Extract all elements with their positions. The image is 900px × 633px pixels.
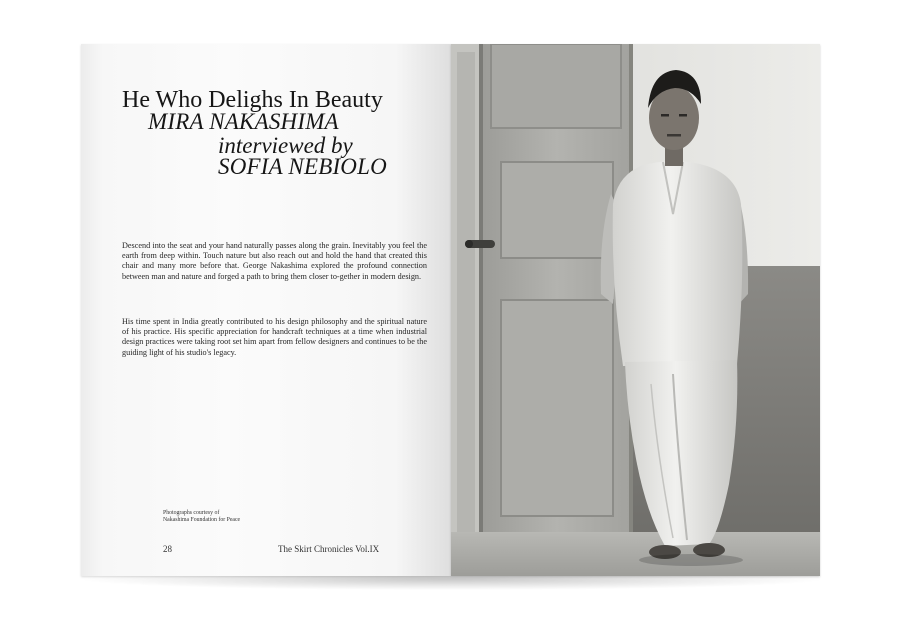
door-handle-icon (465, 240, 495, 248)
article-title: He Who Delighs In Beauty (122, 87, 383, 113)
body-paragraph-2: His time spent in India greatly contributed to his design philosophy and the spiritual nature of his practice. His specific appreciation for handcraft techniques at a time when industrial design practices were taking root set him apart from fellow designers and continues to be the guiding light of his studio's legacy. (122, 317, 427, 357)
photo-credit-line-1: Photographs courtesy of (163, 510, 220, 516)
photo-credit-line-2: Nakashima Foundation for Peace (163, 517, 241, 524)
portrait-photo (451, 44, 820, 576)
interviewed-by-label: interviewed by (218, 133, 353, 158)
photo-credit (163, 510, 303, 525)
page-number: 28 (163, 544, 172, 554)
body-paragraph-1: Descend into the seat and your hand naturally passes along the grain. Inevitably you feel the earth from deep within. Touch nature but also reach out and hold the hand that created this chair and many more before that. George Nakashima explored the profound connection between man and nature and forged a path to bring them closer to-gether in modern design. (122, 241, 427, 281)
interviewer-name: SOFIA NEBIOLO (218, 154, 387, 179)
right-page (451, 44, 820, 576)
left-page (81, 44, 451, 576)
publication-footer: The Skirt Chronicles Vol.IX (278, 544, 380, 554)
subject-name: MIRA NAKASHIMA (148, 109, 339, 134)
